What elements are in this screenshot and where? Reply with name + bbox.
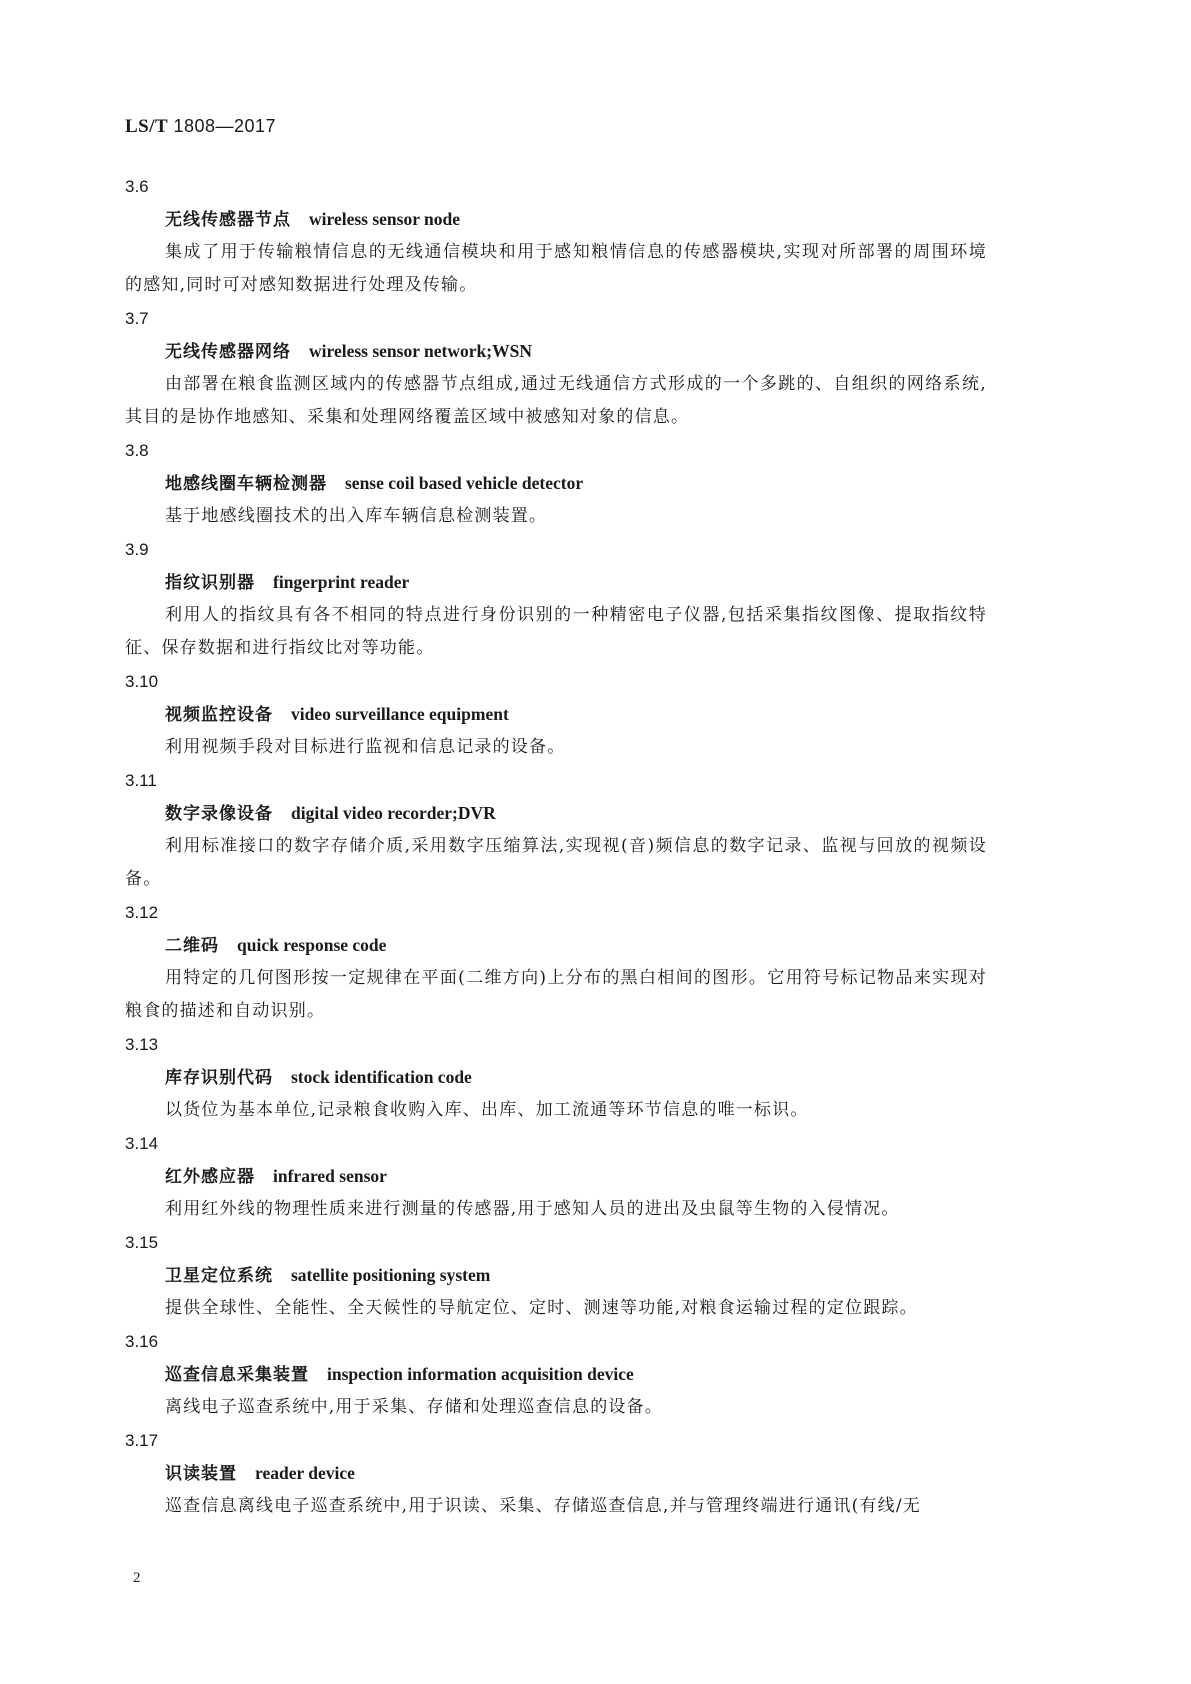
entry-number: 3.7	[125, 309, 149, 328]
entry-number: 3.10	[125, 672, 159, 691]
entry-definition: 由部署在粮食监测区域内的传感器节点组成,通过无线通信方式形成的一个多跳的、自组织的网络系统,其目的是协作地感知、采集和处理网络覆盖区域中被感知对象的信息。	[125, 374, 987, 427]
entry-definition: 以货位为基本单位,记录粮食收购入库、出库、加工流通等环节信息的唯一标识。	[165, 1100, 809, 1120]
entry-number: 3.9	[125, 540, 149, 559]
entry-number: 3.16	[125, 1332, 159, 1351]
entry	[125, 434, 987, 533]
term-zh: 数字录像设备	[165, 804, 273, 824]
page-number: 2	[133, 1570, 141, 1586]
term-en: stock identification code	[291, 1067, 472, 1087]
term-en: video surveillance equipment	[291, 704, 509, 724]
entry-number: 3.17	[125, 1431, 159, 1450]
entry-number: 3.8	[125, 441, 149, 460]
entry-term	[125, 698, 987, 731]
term-zh: 无线传感器节点	[165, 210, 291, 230]
entry-term	[125, 1457, 987, 1490]
term-zh: 卫星定位系统	[165, 1266, 273, 1286]
entry-definition: 离线电子巡查系统中,用于采集、存储和处理巡查信息的设备。	[165, 1397, 664, 1417]
term-en: reader device	[255, 1463, 355, 1483]
term-zh: 识读装置	[165, 1464, 237, 1484]
term-zh: 巡查信息采集装置	[165, 1365, 309, 1385]
term-en: inspection information acquisition device	[327, 1364, 634, 1384]
standard-header	[125, 116, 276, 138]
entry	[125, 896, 987, 1028]
entry-term	[125, 1160, 987, 1193]
entry	[125, 1127, 987, 1226]
term-zh: 二维码	[165, 936, 219, 956]
entry-term	[125, 335, 987, 368]
entry-definition: 提供全球性、全能性、全天候性的导航定位、定时、测速等功能,对粮食运输过程的定位跟踪。	[165, 1298, 918, 1318]
entry-number: 3.15	[125, 1233, 159, 1252]
standard-number: 1808—2017	[173, 116, 277, 136]
entry	[125, 665, 987, 764]
entry	[125, 533, 987, 665]
entry-definition: 利用视频手段对目标进行监视和信息记录的设备。	[165, 737, 566, 757]
entry-number: 3.14	[125, 1134, 159, 1153]
entry	[125, 1325, 987, 1424]
entry-number: 3.11	[125, 771, 157, 790]
entry-definition: 巡查信息离线电子巡查系统中,用于识读、采集、存储巡查信息,并与管理终端进行通讯(有线/无	[165, 1496, 921, 1516]
entry-term	[125, 1358, 987, 1391]
entry-definition: 利用标准接口的数字存储介质,采用数字压缩算法,实现视(音)频信息的数字记录、监视与回放的视频设备。	[125, 836, 987, 889]
term-en: fingerprint reader	[273, 572, 410, 592]
entry-number: 3.12	[125, 903, 159, 922]
term-en: satellite positioning system	[291, 1265, 491, 1285]
entry-term	[125, 203, 987, 236]
term-en: wireless sensor network;WSN	[309, 341, 532, 361]
term-zh: 库存识别代码	[165, 1068, 273, 1088]
entry	[125, 1028, 987, 1127]
entry-definition: 用特定的几何图形按一定规律在平面(二维方向)上分布的黑白相间的图形。它用符号标记物品来实现对粮食的描述和自动识别。	[125, 968, 987, 1021]
entry-definition: 集成了用于传输粮情信息的无线通信模块和用于感知粮情信息的传感器模块,实现对所部署的周围环境的感知,同时可对感知数据进行处理及传输。	[125, 242, 987, 295]
entry	[125, 1424, 987, 1523]
term-en: quick response code	[237, 935, 387, 955]
entry-term	[125, 1061, 987, 1094]
entry	[125, 302, 987, 434]
entry	[125, 764, 987, 896]
entry	[125, 170, 987, 302]
term-zh: 指纹识别器	[165, 573, 255, 593]
entry-term	[125, 467, 987, 500]
term-zh: 无线传感器网络	[165, 342, 291, 362]
entry-term	[125, 929, 987, 962]
term-en: sense coil based vehicle detector	[345, 473, 584, 493]
definitions-list	[125, 170, 987, 1523]
entry	[125, 1226, 987, 1325]
entry-term	[125, 1259, 987, 1292]
standard-code: LS/T	[125, 116, 169, 137]
term-zh: 红外感应器	[165, 1167, 255, 1187]
entry-definition: 利用红外线的物理性质来进行测量的传感器,用于感知人员的进出及虫鼠等生物的入侵情况。	[165, 1199, 900, 1219]
term-en: digital video recorder;DVR	[291, 803, 496, 823]
entry-number: 3.6	[125, 177, 149, 196]
entry-term	[125, 566, 987, 599]
entry-definition: 基于地感线圈技术的出入库车辆信息检测装置。	[165, 506, 548, 526]
entry-term	[125, 797, 987, 830]
term-zh: 视频监控设备	[165, 705, 273, 725]
entry-definition: 利用人的指纹具有各不相同的特点进行身份识别的一种精密电子仪器,包括采集指纹图像、提取指纹特征、保存数据和进行指纹比对等功能。	[125, 605, 987, 658]
term-en: infrared sensor	[273, 1166, 387, 1186]
term-zh: 地感线圈车辆检测器	[165, 474, 327, 494]
term-en: wireless sensor node	[309, 209, 461, 229]
entry-number: 3.13	[125, 1035, 159, 1054]
